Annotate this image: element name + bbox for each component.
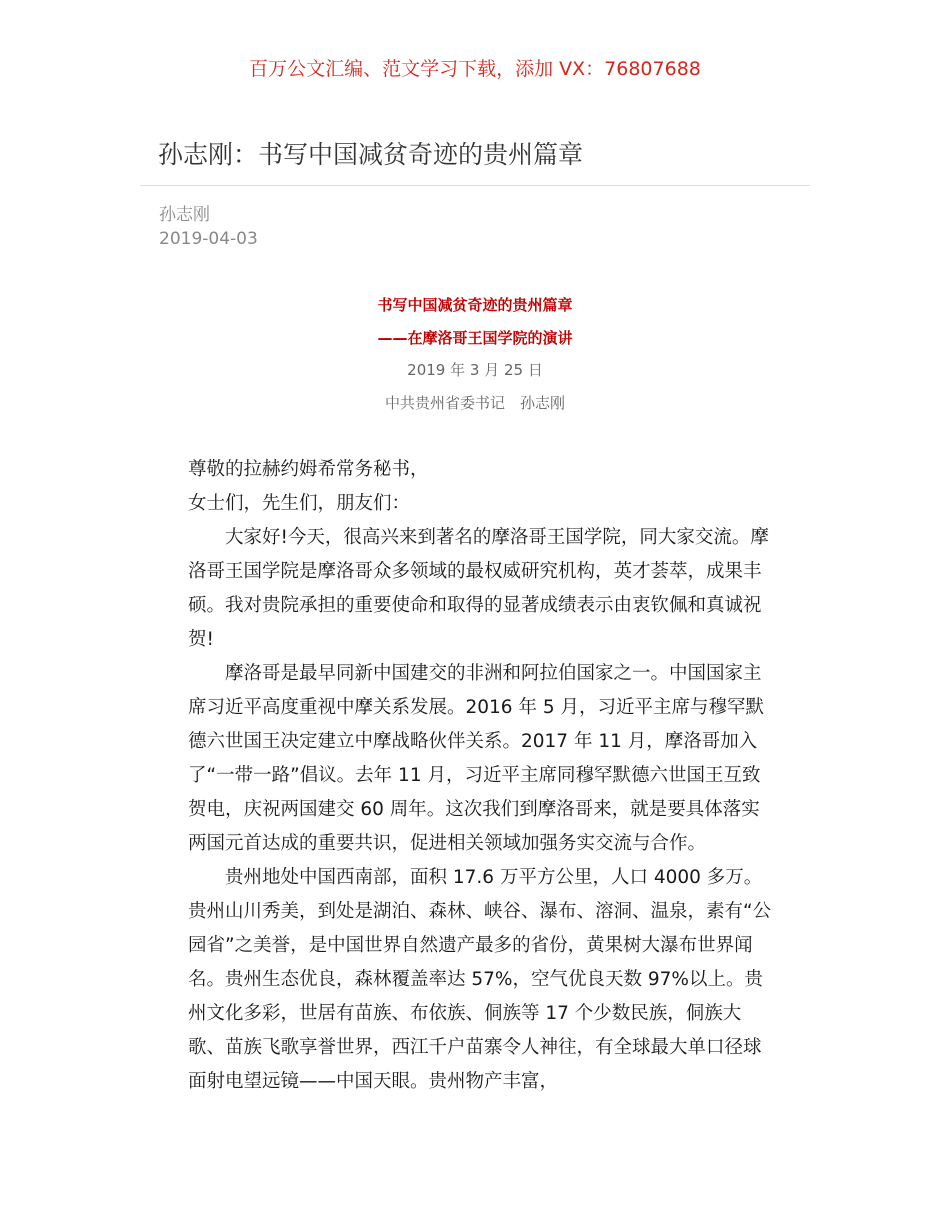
article-date: 2019-04-03 [159,229,258,249]
speech-body [188,453,773,1099]
speech-date: 2019 年 3 月 25 日 [407,361,543,379]
body-paragraph: 大家好!今天，很高兴来到著名的摩洛哥王国学院，同大家交流。摩洛哥王国学院是摩洛哥众多领域的最权威研究机构，英才荟萃，成果丰硕。我对贵院承担的重要使命和取得的显著成绩表示由衷钦佩和真诚祝贺! [188,527,769,650]
download-banner: 百万公文汇编、范文学习下载，添加 VX：76807688 [249,58,701,80]
speech-speaker: 中共贵州省委书记 孙志刚 [384,394,565,412]
speech-title: 书写中国减贫奇迹的贵州篇章 [377,296,573,314]
article-author: 孙志刚 [159,205,210,225]
title-divider [140,185,810,186]
salutation-line: 女士们，先生们，朋友们： [188,493,411,514]
body-paragraph: 贵州地处中国西南部，面积 17.6 万平方公里，人口 4000 多万。贵州山川秀美，到处是湖泊、森林、峡谷、瀑布、溶洞、温泉，素有“公园省”之美誉，是中国世界自然遗产最多的省份，黄果树大瀑布世界闻名。贵州生态优良，森林覆盖率达 57%，空气优良天数 97%以上。贵州文化多彩，世居有苗族、布依族、侗族等 17 个少数民族，侗族大歌、苗族飞歌享誉世界，西江千户苗寨令人神往，有全球最大单口径球面射电望远镜——中国天眼。贵州物产丰富， [188,867,772,1092]
salutation-line: 尊敬的拉赫约姆希常务秘书， [188,459,429,480]
body-paragraph: 摩洛哥是最早同新中国建交的非洲和阿拉伯国家之一。中国国家主席习近平高度重视中摩关系发展。2016 年 5 月，习近平主席与穆罕默德六世国王决定建立中摩战略伙伴关系。2017 年 11 月，摩洛哥加入了“一带一路”倡议。去年 11 月，习近平主席同穆罕默德六世国王互致贺电，庆祝两国建交 60 周年。这次我们到摩洛哥来，就是要具体落实两国元首达成的重要共识，促进相关领域加强务实交流与合作。 [188,663,764,854]
article-title: 孙志刚：书写中国减贫奇迹的贵州篇章 [158,140,584,169]
speech-subtitle: ——在摩洛哥王国学院的演讲 [377,329,573,347]
